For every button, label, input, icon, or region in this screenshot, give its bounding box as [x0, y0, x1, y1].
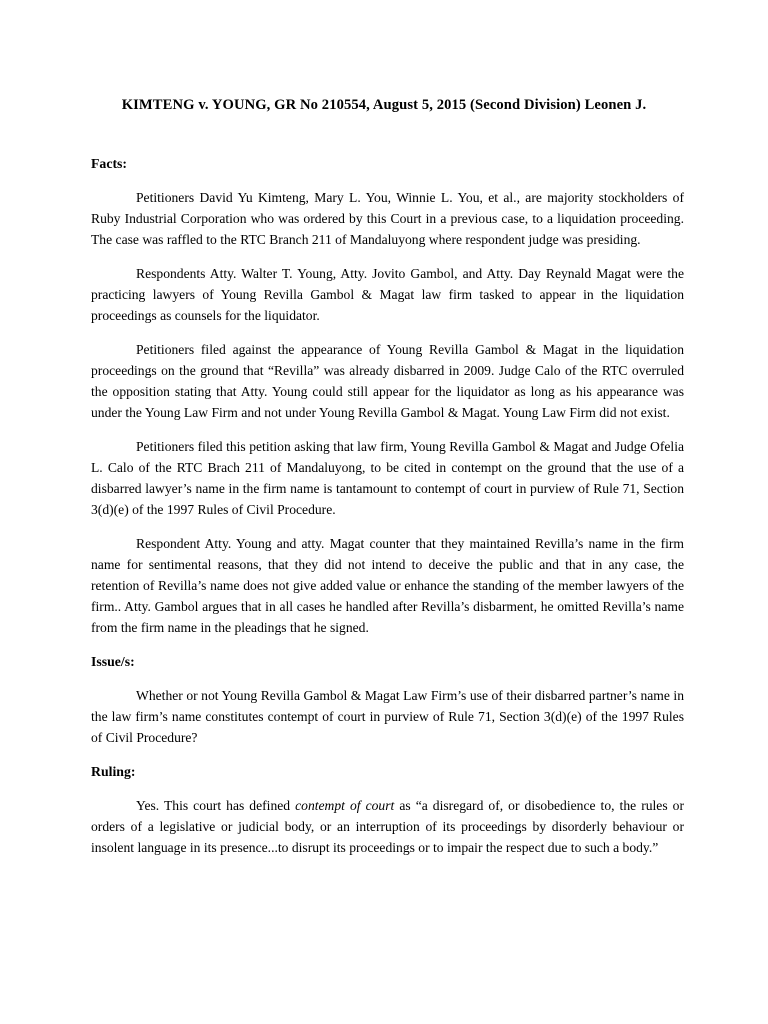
ruling-paragraph-1-prefix: Yes. This court has defined — [136, 798, 296, 813]
document-title-text: KIMTENG v. YOUNG, GR No 210554, August 5, 2015 (Second Division) Leonen J. — [121, 97, 647, 113]
document-title — [0, 0, 768, 116]
facts-paragraph-1: Petitioners David Yu Kimteng, Mary L. You, Winnie L. You, et al., are majority stockholders of Ruby Industrial Corporation who was ordered by this Court in a previous case, to a liquidation proceeding. The case was raffled to the RTC Branch 211 of Mandaluyong where respondent judge was presiding. — [91, 190, 684, 247]
issues-heading: Issue/s: — [91, 654, 135, 669]
facts-heading: Facts: — [91, 156, 128, 171]
section-facts — [91, 153, 684, 638]
facts-paragraph-3: Petitioners filed against the appearance of Young Revilla Gambol & Magat in the liquidation proceedings on the ground that “Revilla” was already disbarred in 2009. Judge Calo of the RTC overruled the opposition stating that Atty. Young could still appear for the liquidator as long as his appearance was under the Young Law Firm and not under Young Revilla Gambol & Magat. Young Law Firm did not exist. — [91, 342, 684, 420]
issues-paragraph-1: Whether or not Young Revilla Gambol & Magat Law Firm’s use of their disbarred partner’s name in the law firm’s name constitutes contempt of court in purview of Rule 71, Section 3(d)(e) of the 1997 Rules of Civil Procedure? — [91, 688, 684, 745]
ruling-paragraph-1-suffix: as “a disregard of, or disobedience to, the rules or orders of a legislative or judicial body, or an interruption of its proceedings by disorderly behaviour or insolent language in its presence...to disrupt its proceedings or to impair the respect due to such a body.” — [91, 798, 684, 855]
facts-paragraph-4: Petitioners filed this petition asking that law firm, Young Revilla Gambol & Magat and Judge Ofelia L. Calo of the RTC Brach 211 of Mandaluyong, to be cited in contempt on the ground that the use of a disbarred lawyer’s name in the firm name is tantamount to contempt of court in purview of Rule 71, Section 3(d)(e) of the 1997 Rules of Civil Procedure. — [91, 439, 684, 517]
ruling-paragraph-1-italic-phrase: contempt of court — [295, 798, 395, 813]
facts-paragraph-2: Respondents Atty. Walter T. Young, Atty. Jovito Gambol, and Atty. Day Reynald Magat were the practicing lawyers of Young Revilla Gambol & Magat law firm tasked to appear in the liquidation proceedings as counsels for the liquidator. — [91, 266, 684, 323]
section-ruling — [91, 761, 684, 858]
ruling-paragraph-1 — [91, 795, 684, 858]
section-issues — [91, 651, 684, 748]
ruling-heading: Ruling: — [91, 764, 136, 779]
facts-paragraph-5: Respondent Atty. Young and atty. Magat counter that they maintained Revilla’s name in the firm name for sentimental reasons, that they did not intend to deceive the public and that in any case, the retention of Revilla’s name does not give added value or enhance the standing of the member lawyers of the firm.. Atty. Gambol argues that in all cases he handled after Revilla’s disbarment, he omitted Revilla’s name from the firm name in the pleadings that he signed. — [91, 536, 684, 635]
document-body — [91, 153, 684, 858]
